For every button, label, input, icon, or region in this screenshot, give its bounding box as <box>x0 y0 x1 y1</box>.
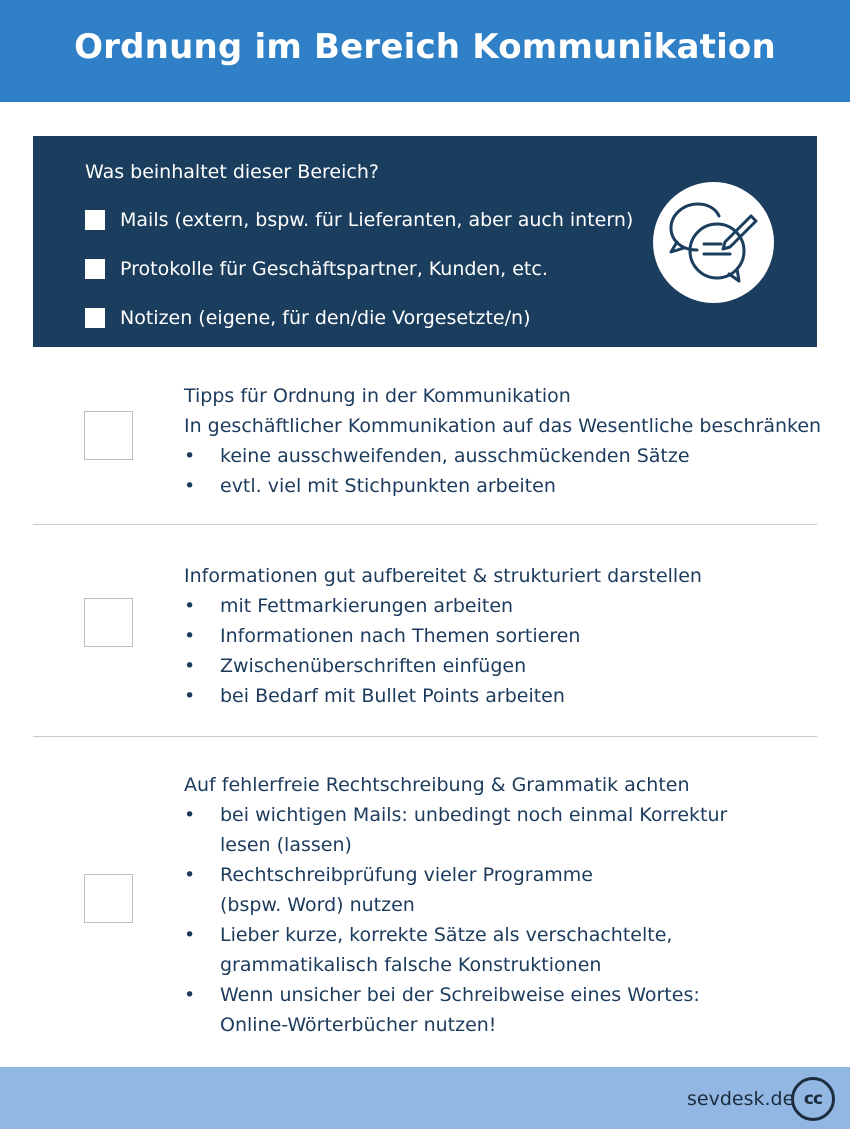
intro-panel <box>33 136 817 347</box>
section-checkbox[interactable] <box>84 598 133 647</box>
section-heading: Auf fehlerfreie Rechtschreibung & Grammatik achten <box>184 774 690 796</box>
intro-item-label: Mails (extern, bspw. für Lieferanten, aber auch intern) <box>120 209 634 231</box>
intro-item[interactable] <box>85 306 530 330</box>
intro-item[interactable] <box>85 208 633 232</box>
intro-item-label: Notizen (eigene, für den/die Vorgesetzte/n) <box>120 307 531 329</box>
brand-logo: cc <box>791 1077 835 1121</box>
section-heading: Informationen gut aufbereitet & strukturiert darstellen <box>184 565 702 587</box>
section-checkbox[interactable] <box>84 411 133 460</box>
section-checkbox[interactable] <box>84 874 133 923</box>
divider <box>33 524 817 525</box>
section-heading: Tipps für Ordnung in der Kommunikation <box>184 385 571 407</box>
checkbox[interactable] <box>85 210 105 230</box>
footer <box>0 1067 850 1129</box>
section-subheading: In geschäftlicher Kommunikation auf das Wesentliche beschränken <box>184 415 822 437</box>
intro-question: Was beinhaltet dieser Bereich? <box>85 161 379 183</box>
chat-bubbles-pencil-icon <box>653 182 774 303</box>
checkbox[interactable] <box>85 308 105 328</box>
checkbox[interactable] <box>85 259 105 279</box>
divider <box>33 736 817 737</box>
page-title: Ordnung im Bereich Kommunikation <box>74 27 776 67</box>
header-banner <box>0 0 850 102</box>
intro-item[interactable] <box>85 257 548 281</box>
intro-item-label: Protokolle für Geschäftspartner, Kunden, etc. <box>120 258 548 280</box>
brand-link[interactable]: sevdesk.de <box>687 1088 795 1110</box>
